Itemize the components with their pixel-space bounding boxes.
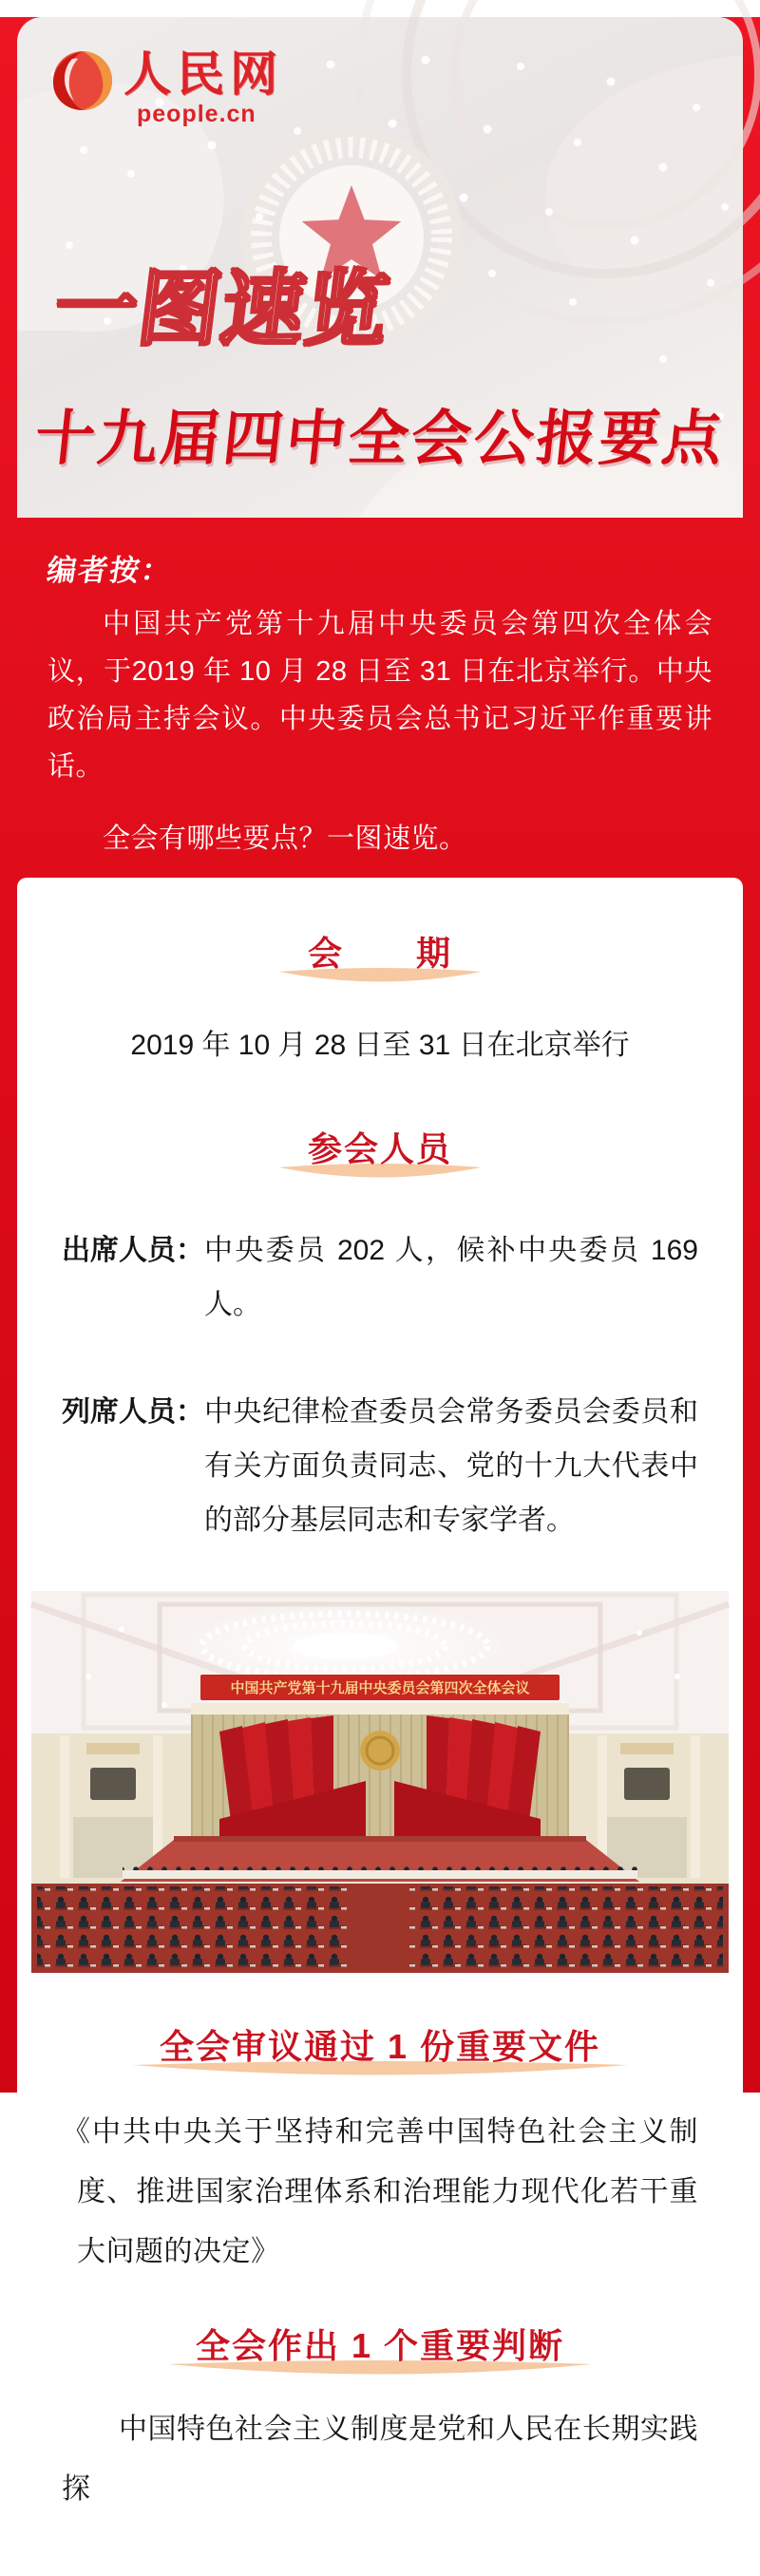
title-outline: 一图速览 xyxy=(49,264,395,355)
section-session-heading xyxy=(62,933,698,975)
plenary-session-photo xyxy=(31,1591,729,1973)
photo-banner-text: 中国共产党第十九届中央委员会第四次全体会议 xyxy=(230,1680,530,1696)
editor-note-para1: 中国共产党第十九届中央委员会第四次全体会议，于2019 年 10 月 28 日至 31 日在北京举行。中央政治局主持会议。中央委员会总书记习近平作重要讲话。 xyxy=(48,609,712,782)
section-document-title: 全会审议通过 1 份重要文件 xyxy=(159,2027,601,2066)
section-judgment-title: 全会作出 1 个重要判断 xyxy=(195,2326,565,2365)
editor-note-label: 编者按： xyxy=(44,554,176,587)
header-banner xyxy=(17,17,743,518)
attendees-row xyxy=(62,1223,698,1332)
session-date-text: 2019 年 10 月 28 日至 31 日在北京举行 xyxy=(130,1030,630,1061)
infographic-page xyxy=(0,17,760,2505)
section-judgment-heading xyxy=(62,2325,698,2367)
section-session-title: 会 期 xyxy=(307,934,452,973)
judgment-body-text: 中国特色社会主义制度是党和人民在长期实践探 xyxy=(62,2414,698,2505)
editor-note xyxy=(0,518,760,862)
editor-note-para2: 全会有哪些要点？一图速览。 xyxy=(103,824,467,854)
logo-cn-text: 人民网 xyxy=(124,47,283,101)
document-body-text: 《中共中央关于坚持和完善中国特色社会主义制度、推进国家治理体系和治理能力现代化若干重大问题的决定》 xyxy=(62,2116,698,2267)
observers-label: 列席人员： xyxy=(62,1396,204,1428)
section-document-heading xyxy=(62,2026,698,2068)
observers-row xyxy=(62,1385,698,1547)
peoplecn-globe-icon xyxy=(51,49,114,112)
attendees-label: 出席人员： xyxy=(62,1235,204,1266)
observers-text: 中央纪律检查委员会常务委员会委员和有关方面负责同志、党的十九大代表中的部分基层同志和专家学者。 xyxy=(204,1396,698,1536)
title-main: 十九届四中全会公报要点 xyxy=(31,406,729,472)
section-participants-title: 参会人员 xyxy=(307,1129,452,1168)
content-card xyxy=(17,878,743,2576)
logo-en-text: people.cn xyxy=(137,101,256,127)
peoplecn-logo xyxy=(51,49,283,128)
section-participants-heading xyxy=(62,1128,698,1170)
attendees-text: 中央委员 202 人，候补中央委员 169 人。 xyxy=(204,1235,698,1320)
